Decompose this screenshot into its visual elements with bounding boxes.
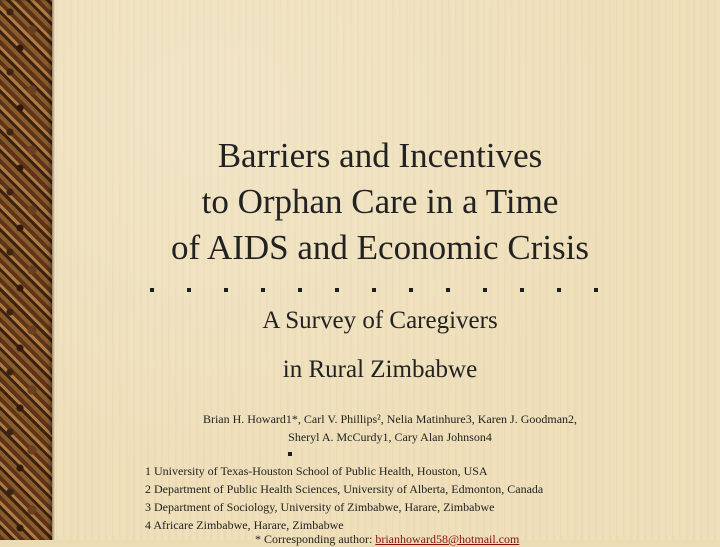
strip-shadow — [52, 0, 55, 540]
corresponding-label: * Corresponding author: — [255, 532, 376, 546]
divider-dot — [446, 288, 450, 292]
divider-dot — [261, 288, 265, 292]
title-line-3: of AIDS and Economic Crisis — [170, 228, 590, 267]
affiliation-3: 3 Department of Sociology, University of Zimbabwe, Harare, Zimbabwe — [145, 500, 495, 514]
divider-dot — [520, 288, 524, 292]
title-line-1: Barriers and Incentives — [217, 136, 543, 175]
divider-dot — [557, 288, 561, 292]
separator-dot — [288, 452, 292, 456]
divider-dot — [224, 288, 228, 292]
divider-dot — [335, 288, 339, 292]
divider-dot — [483, 288, 487, 292]
corresponding-email-link[interactable]: brianhoward58@hotmail.com — [375, 532, 520, 546]
affiliation-4: 4 Africare Zimbabwe, Harare, Zimbabwe — [145, 518, 344, 532]
author-list — [140, 410, 640, 446]
divider-dot — [372, 288, 376, 292]
decorative-side-strip — [0, 0, 52, 540]
author-line-1: Brian H. Howard1*, Carl V. Phillips², Nelia Matinhure3, Karen J. Goodman2, — [202, 412, 578, 426]
subtitle-line-1: A Survey of Caregivers — [262, 307, 498, 334]
divider-dot — [409, 288, 413, 292]
affiliation-list — [145, 462, 705, 534]
divider-dot — [298, 288, 302, 292]
affiliation-2: 2 Department of Public Health Sciences, University of Alberta, Edmonton, Canada — [145, 482, 544, 496]
slide-title — [100, 133, 660, 271]
author-line-2: Sheryl A. McCurdy1, Cary Alan Johnson4 — [288, 430, 492, 444]
dot-divider — [150, 288, 610, 296]
divider-dot — [187, 288, 191, 292]
subtitle-line-2: in Rural Zimbabwe — [282, 356, 478, 383]
divider-dot — [594, 288, 598, 292]
divider-dot — [150, 288, 154, 292]
affiliation-1: 1 University of Texas-Houston School of Public Health, Houston, USA — [145, 464, 488, 478]
title-line-2: to Orphan Care in a Time — [201, 182, 559, 221]
